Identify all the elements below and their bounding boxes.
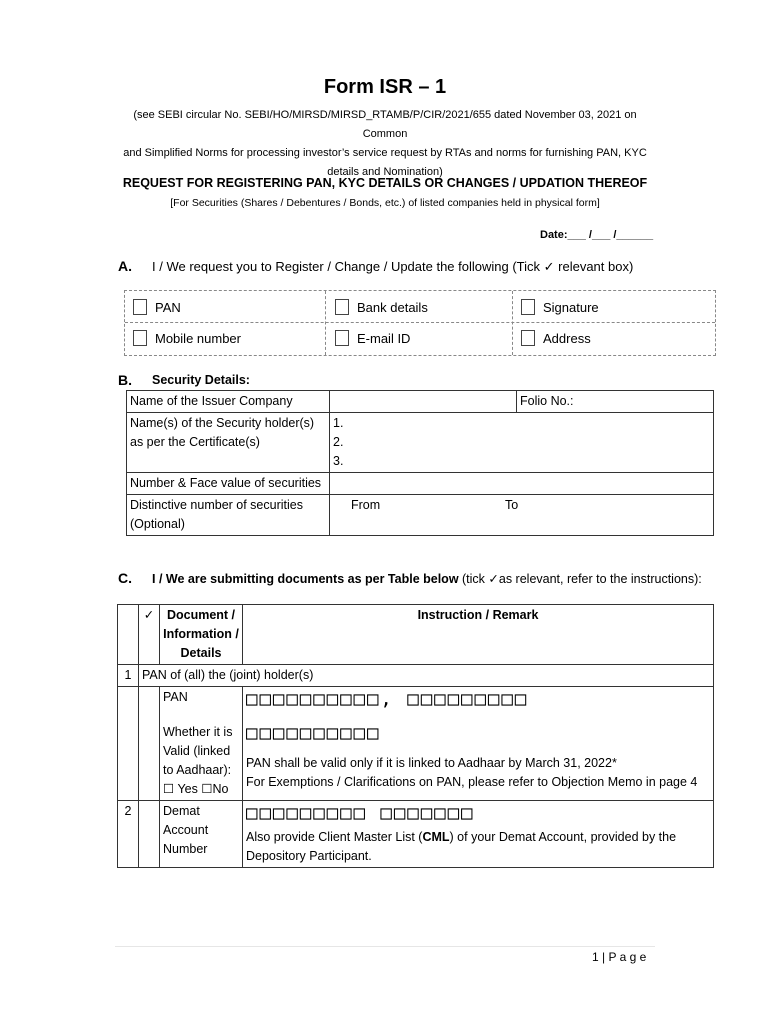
page-number: 1 | P a g e: [592, 950, 647, 964]
distinctive-input[interactable]: [330, 495, 714, 536]
checkbox-icon[interactable]: [521, 299, 535, 315]
pan-cell: [160, 687, 243, 801]
circular-line-2: and Simplified Norms for processing investor’s service request by RTAs and norms for furnishing PAN, KYC: [123, 147, 647, 159]
checkbox-icon[interactable]: [335, 330, 349, 346]
valid-remark: PAN shall be valid only if it is linked to Aadhaar by March 31, 2022*: [246, 756, 617, 770]
to-label: To: [505, 498, 519, 512]
row1-title: PAN of (all) the (joint) holder(s): [139, 665, 714, 687]
date-field[interactable]: Date:___ /___ /______: [540, 229, 654, 241]
request-title: REQUEST FOR REGISTERING PAN, KYC DETAILS OR CHANGES / UPDATION THEREOF: [122, 176, 648, 190]
grid-divider: [325, 291, 326, 355]
footer-divider: [115, 946, 655, 947]
grid-divider: [125, 322, 715, 323]
form-title: Form ISR – 1: [323, 76, 447, 98]
demat-input-boxes[interactable]: □□□□□□□□□ □□□□□□□: [246, 802, 475, 824]
valid-label: Whether it is Valid (linked to Aadhaar):: [163, 725, 233, 777]
option-email-id[interactable]: E-mail ID: [335, 330, 410, 346]
row-number: 2: [118, 801, 139, 868]
from-label: From: [351, 498, 381, 512]
section-c-text: I / We are submitting documents as per Table below (tick ✓as relevant, refer to the instructions):: [152, 572, 702, 586]
checkbox-icon[interactable]: [521, 330, 535, 346]
remark-header: Instruction / Remark: [243, 605, 714, 665]
holders-label: Name(s) of the Security holder(s) as per the Certificate(s): [127, 413, 330, 473]
document-header: Document / Information / Details: [160, 605, 243, 665]
pan-label: PAN: [163, 690, 188, 704]
circular-line-1: (see SEBI circular No. SEBI/HO/MIRSD/MIRSD_RTAMB/P/CIR/2021/655 dated November 03, 2021 on Common: [133, 109, 637, 140]
checkbox-icon[interactable]: [335, 299, 349, 315]
grid-divider: [512, 291, 513, 355]
update-options-grid: [124, 290, 716, 356]
option-mobile-number[interactable]: Mobile number: [133, 330, 241, 346]
demat-remark-cell: [243, 801, 714, 868]
circular-line-3: details and Nomination): [327, 166, 443, 178]
option-address[interactable]: Address: [521, 330, 591, 346]
option-signature[interactable]: Signature: [521, 299, 599, 315]
pan-remark-cell: [243, 687, 714, 801]
security-details-table: [126, 390, 714, 536]
section-b-letter: B.: [118, 372, 132, 388]
row-number: 1: [118, 665, 139, 687]
issuer-input[interactable]: [330, 391, 517, 413]
section-c-letter: C.: [118, 570, 132, 586]
option-bank-details[interactable]: Bank details: [335, 299, 428, 315]
option-pan[interactable]: PAN: [133, 299, 181, 315]
pan-input-boxes-2[interactable]: □□□□□□□□□□: [246, 722, 381, 744]
valid-options[interactable]: ☐ Yes ☐No: [163, 782, 229, 796]
distinctive-label: Distinctive number of securities (Optional): [127, 495, 330, 536]
demat-label: Demat Account Number: [160, 801, 243, 868]
face-value-label: Number & Face value of securities: [127, 473, 330, 495]
holders-input[interactable]: 1. 2. 3.: [330, 413, 714, 473]
section-a-text: I / We request you to Register / Change / Update the following (Tick ✓ relevant box): [152, 259, 634, 274]
documents-table: [117, 604, 714, 868]
checkbox-icon[interactable]: [133, 299, 147, 315]
request-subtitle: [For Securities (Shares / Debentures / Bonds, etc.) of listed companies held in physical form]: [170, 197, 600, 209]
folio-field[interactable]: Folio No.:: [517, 391, 714, 413]
exemption-remark: For Exemptions / Clarifications on PAN, please refer to Objection Memo in page 4: [246, 775, 698, 789]
checkbox-icon[interactable]: [133, 330, 147, 346]
section-b-title: Security Details:: [152, 373, 250, 387]
pan-input-boxes[interactable]: □□□□□□□□□□, □□□□□□□□□: [246, 688, 529, 710]
circular-reference: [110, 106, 660, 182]
check-header: ✓: [139, 605, 160, 665]
demat-remark: Also provide Client Master List (CML) of your Demat Account, provided by the Depository Participant.: [246, 830, 677, 863]
section-a-letter: A.: [118, 258, 132, 274]
face-value-input[interactable]: [330, 473, 714, 495]
issuer-label: Name of the Issuer Company: [127, 391, 330, 413]
